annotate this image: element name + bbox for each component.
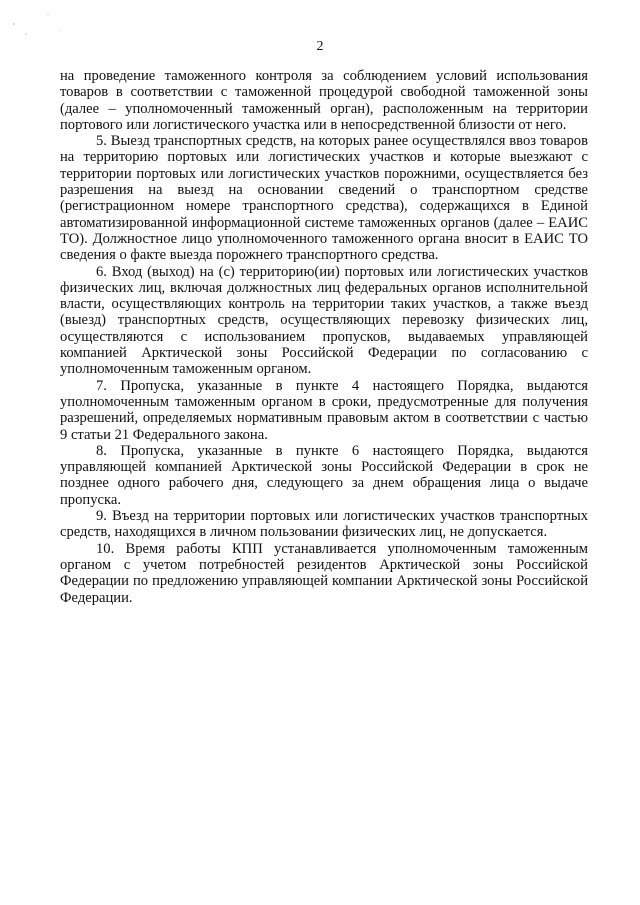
paragraph-6: 6. Вход (выход) на (с) территорию(ии) портовых или логистических участков физических лиц, включая должностных лиц федеральных органов исполнительной власти, осуществляющих контроль на территории таких участков, а также въезд (выезд) транспортных средств, осуществляющих перевозку физических лиц, осуществляются с использованием пропусков, выдаваемых управляющей компанией Арктической зоны Российской Федерации по согласованию с уполномоченным таможенным органом.: [60, 263, 588, 378]
paragraph-10: 10. Время работы КПП устанавливается уполномоченным таможенным органом с учетом потребностей резидентов Арктической зоны Российской Федерации по предложению управляющей компании Арктической зоны Российской Федерации.: [60, 540, 588, 606]
document-text: [60, 68, 588, 606]
paragraph-9: 9. Въезд на территории портовых или логистических участков транспортных средств, находящихся в личном пользовании физических лиц, не допускается.: [60, 508, 588, 541]
paragraph-continuation: на проведение таможенного контроля за соблюдением условий использования товаров в соответствии с таможенной процедурой свободной таможенной зоны (далее – уполномоченный таможенный орган), расположенным на территории портового или логистического участка или в непосредственной близости от него.: [60, 68, 588, 133]
paragraph-7: 7. Пропуска, указанные в пункте 4 настоящего Порядка, выдаются уполномоченным таможенным органом в сроки, предусмотренные для получения разрешений, определяемых нормативным правовым актом в соответствии с частью 9 статьи 21 Федерального закона.: [60, 377, 588, 443]
page-number: 2: [316, 39, 324, 54]
paragraph-5: 5. Выезд транспортных средств, на которых ранее осуществлялся ввоз товаров на территорию портовых или логистических участков и которые выезжают с территории портовых или логистических участков порожними, осуществляется без разрешения на выезд на основании сведений о транспортном средстве (регистрационном номере транспортного средства), содержащихся в Единой автоматизированной информационной системе таможенных органов (далее – ЕАИС ТО). Должностное лицо уполномоченного таможенного органа вносит в ЕАИС ТО сведения о факте выезда порожнего транспортного средства.: [60, 133, 588, 264]
paragraph-8: 8. Пропуска, указанные в пункте 6 настоящего Порядка, выдаются управляющей компанией Арктической зоны Российской Федерации в срок не позднее одного рабочего дня, следующего за днем обращения лица о выдаче пропуска.: [60, 442, 588, 508]
scan-specks: [6, 4, 66, 44]
